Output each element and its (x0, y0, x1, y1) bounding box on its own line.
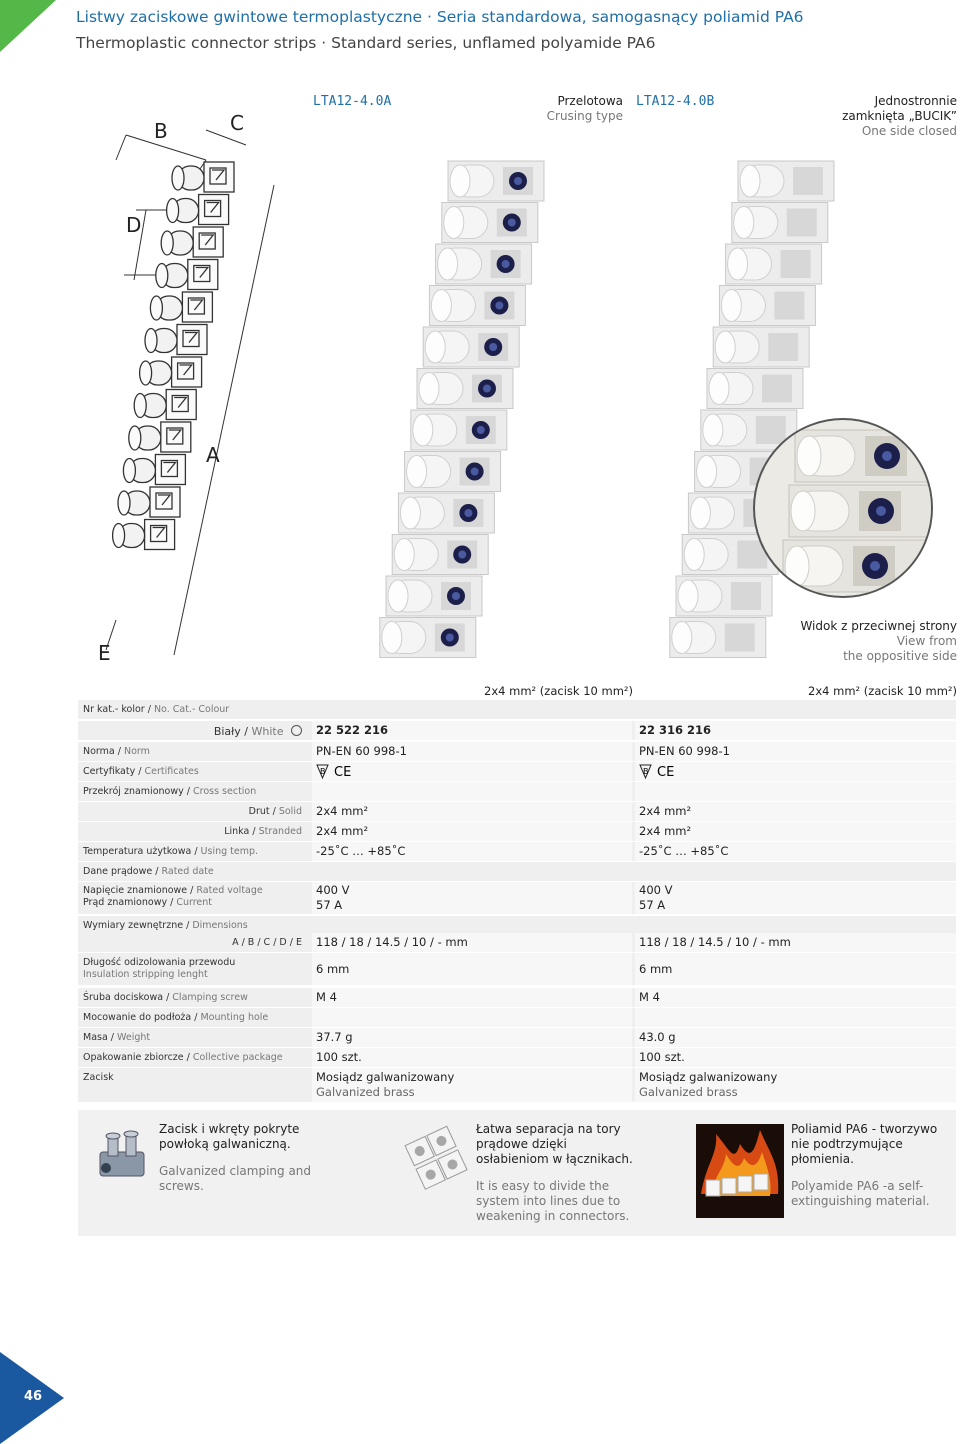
dim-label-e: E (98, 641, 111, 660)
temp-b: -25˚C … +85˚C (639, 844, 729, 858)
label-stranded: Linka / Stranded (224, 826, 302, 837)
row-white (78, 721, 956, 740)
row-voltage-current (78, 882, 956, 914)
zoom-caption-en2: the oppositive side (843, 649, 957, 663)
row-temp (78, 842, 956, 861)
catno-a: 22 522 216 (316, 723, 389, 737)
label-white: Biały / White (214, 725, 302, 738)
label-cert: Certyfikaty / Certificates (83, 766, 199, 777)
dim-label-d: D (126, 213, 142, 237)
dim-label-b: B (154, 119, 168, 143)
temp-a: -25˚C … +85˚C (316, 844, 406, 858)
weight-b: 43.0 g (639, 1030, 676, 1044)
flame-image (696, 1124, 784, 1218)
label-rated: Dane prądowe / Rated date (83, 866, 214, 877)
label-catno: Nr kat.- kolor / No. Cat.- Colour (83, 704, 230, 715)
strip-a: 6 mm (316, 962, 350, 976)
label-weight: Masa / Weight (83, 1032, 151, 1043)
row-cross (78, 782, 956, 801)
row-rated (78, 862, 956, 881)
label-screw: Śruba dociskowa / Clamping screw (83, 992, 248, 1003)
features-panel (78, 1110, 956, 1236)
row-cert (78, 762, 956, 781)
row-mount (78, 1008, 956, 1027)
cert-marks-a (316, 764, 356, 783)
type-a-caption (547, 94, 623, 124)
label-solid: Drut / Solid (248, 806, 302, 817)
clamp-a-en: Galvanized brass (316, 1085, 415, 1099)
type-b-pl2: zamknięta „BUCIK” (842, 109, 957, 123)
page-title-pl: Listwy zaciskowe gwintowe termoplastyczne · Seria standardowa, samogasnący poliamid PA6 (76, 8, 804, 26)
norm-b: PN-EN 60 998-1 (639, 744, 730, 758)
zoom-detail-image (753, 418, 933, 598)
section-b: 2x4 mm² (zacisk 10 mm²) (808, 684, 957, 698)
row-dims-values (78, 933, 956, 952)
page-title-en: Thermoplastic connector strips · Standard series, unflamed polyamide PA6 (76, 34, 656, 52)
feature-3: Poliamid PA6 - tworzywo nie podtrzymujące płomienia. Polyamide PA6 -a self-extinguishing material. (791, 1122, 938, 1208)
weight-a: 37.7 g (316, 1030, 353, 1044)
type-b-en: One side closed (861, 124, 957, 138)
separation-image (404, 1120, 468, 1200)
zoom-caption-en1: View from (896, 634, 957, 648)
corner-accent (0, 0, 56, 52)
pack-a: 100 szt. (316, 1050, 362, 1064)
svg-text:B: B (643, 767, 649, 776)
label-voltage-current: Napięcie znamionowe / Rated voltage Prąd znamionowy / Current (83, 885, 263, 908)
row-clamp (78, 1068, 956, 1102)
model-b: LTA12-4.0B (636, 94, 715, 109)
row-weight (78, 1028, 956, 1047)
label-package: Opakowanie zbiorcze / Collective package (83, 1052, 283, 1063)
svg-text:CE: CE (657, 765, 675, 779)
model-a: LTA12-4.0A (313, 94, 392, 109)
pack-b: 100 szt. (639, 1050, 685, 1064)
label-dims-sub: A / B / C / D / E (232, 937, 302, 948)
solid-b: 2x4 mm² (639, 804, 692, 818)
catno-b: 22 316 216 (639, 723, 712, 737)
product-a-photo (370, 155, 560, 665)
technical-drawing (96, 100, 296, 660)
page-number: 46 (24, 1389, 43, 1404)
row-stranded (78, 822, 956, 841)
white-colour-swatch (291, 725, 302, 736)
cert-marks-b (639, 764, 679, 783)
screw-b: M 4 (639, 990, 660, 1004)
label-dimensions: Wymiary zewnętrzne / Dimensions (83, 920, 248, 931)
dims-b: 118 / 18 / 14.5 / 10 / - mm (639, 935, 791, 949)
dim-label-c: C (230, 111, 244, 135)
row-strip (78, 953, 956, 985)
feature-2: Łatwa separacja na tory prądowe dzięki osłabieniom w łącznikach. It is easy to divide the system into lines due to weakening in connectors. (476, 1122, 633, 1223)
norm-a: PN-EN 60 998-1 (316, 744, 407, 758)
type-a-en: Crusing type (546, 109, 623, 123)
row-norm (78, 742, 956, 761)
clamp-a-pl: Mosiądz galwanizowany (316, 1070, 455, 1084)
feature-1: Zacisk i wkręty pokryte powłoką galwaniczną. Galvanized clamping and screws. (159, 1122, 312, 1193)
label-strip: Długość odizolowania przewodu Insulation stripping lenght (83, 957, 236, 980)
row-solid (78, 802, 956, 821)
strip-b: 6 mm (639, 962, 673, 976)
stranded-b: 2x4 mm² (639, 824, 692, 838)
dims-a: 118 / 18 / 14.5 / 10 / - mm (316, 935, 468, 949)
stranded-a: 2x4 mm² (316, 824, 369, 838)
row-package (78, 1048, 956, 1067)
voltage-a: 400 V (316, 883, 350, 897)
svg-text:B: B (320, 767, 326, 776)
label-cross: Przekrój znamionowy / Cross section (83, 786, 257, 797)
dim-label-a: A (206, 443, 220, 467)
solid-a: 2x4 mm² (316, 804, 369, 818)
zoom-caption-pl: Widok z przeciwnej strony (800, 619, 957, 633)
clamp-b-en: Galvanized brass (639, 1085, 738, 1099)
galvanized-screw-image (94, 1124, 150, 1194)
label-temp: Temperatura użytkowa / Using temp. (83, 846, 259, 857)
row-catno-header (78, 700, 956, 719)
row-screw (78, 988, 956, 1007)
type-b-caption (842, 94, 957, 139)
label-norm: Norma / Norm (83, 746, 150, 757)
screw-a: M 4 (316, 990, 337, 1004)
zoom-caption (800, 619, 957, 664)
voltage-b: 400 V (639, 883, 673, 897)
type-b-pl1: Jednostronnie (874, 94, 957, 108)
label-mount: Mocowanie do podłoża / Mounting hole (83, 1012, 269, 1023)
current-a: 57 A (316, 898, 343, 912)
current-b: 57 A (639, 898, 666, 912)
section-a: 2x4 mm² (zacisk 10 mm²) (484, 684, 633, 698)
clamp-b-pl: Mosiądz galwanizowany (639, 1070, 778, 1084)
label-clamp: Zacisk (83, 1072, 114, 1083)
type-a-pl: Przelotowa (557, 94, 623, 108)
svg-text:CE: CE (334, 765, 352, 779)
